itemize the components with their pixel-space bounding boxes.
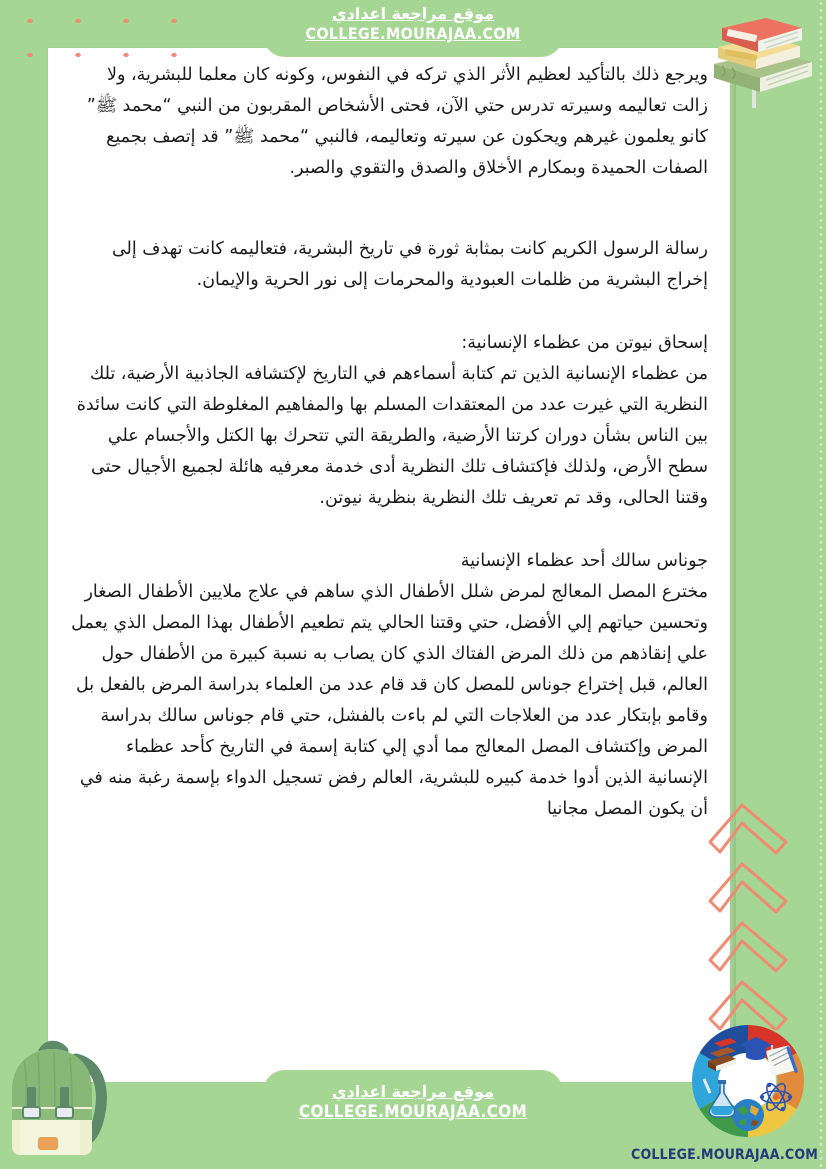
- spacer: [70, 296, 708, 328]
- footer-brand-arabic: موقع مراجعة اعدادي: [331, 1082, 495, 1101]
- paragraph-1: ويرجع ذلك بالتأكيد لعظيم الأثر الذي تركه في النفوس، وكونه كان معلما للبشرية، ولا زالت تعاليمه وسيرته تدرس حتي الآن، فحتى الأشخاص المقربون من النبي “محمد ﷺ” كانو يعلمون غيرهم ويحكون عن سيرته وتعاليمه، فالنبي “محمد ﷺ” قد إتصف بجميع الصفات الحميدة وبمكارم الأخلاق والصدق والتقوي والصبر.: [86, 65, 708, 178]
- article-content: [48, 60, 730, 1065]
- spacer: [70, 514, 708, 546]
- header-brand-url[interactable]: COLLEGE.MOURAJAA.COM: [305, 24, 521, 43]
- backpack-icon: [2, 1029, 130, 1161]
- paragraph-2: رسالة الرسول الكريم كانت بمثابة ثورة في تاريخ البشرية، فتعاليمه كانت تهدف إلى إخراج البشرية من ظلمات العبودية والمحرمات إلى نور الحرية والإيمان.: [111, 239, 708, 290]
- footer-brand-band: [263, 1070, 563, 1134]
- newton-heading: إسحاق نيوتن من عظماء الإنسانية:: [461, 333, 708, 353]
- corner-watermark-url: COLLEGE.MOURAJAA.COM: [631, 1147, 818, 1163]
- paragraph-3: من عظماء الإنسانية الذين تم كتابة أسماءهم في التاريخ لإكتشافه الجاذبية الأرضية، تلك النظرية التي غيرت عدد من المعتقدات المسلم بها والمفاهيم المغلوطة التي كانت سائدة بين الناس بشأن دوران كرتنا الأرضية، والطريقة التي تتحرك بها الكتل والأجسام علي سطح الأرض، ولذلك فإكتشاف تلك النظرية أدى خدمة معرفيه هائلة لجميع الأجيال حتى وقتنا الحالى، وقد تم تعريف تلك النظرية بنظرية نيوتن.: [76, 364, 708, 508]
- footer-brand-url[interactable]: COLLEGE.MOURAJAA.COM: [298, 1102, 528, 1122]
- salk-heading: جوناس سالك أحد عظماء الإنسانية: [460, 551, 708, 571]
- chevron-up-icon: [706, 795, 826, 1030]
- header-brand-band: [263, 0, 563, 57]
- book-stack-icon: [700, 4, 820, 109]
- paragraph-4: مخترع المصل المعالج لمرض شلل الأطفال الذي ساهم في علاج ملايين الأطفال الصغار وتحسين حياتهم إلي الأفضل، حتي وقتنا الحالي يتم تطعيم الأطفال بهذا المصل الذي يعمل علي إنقاذهم من ذلك المرض الفتاك الذي كان يصاب به نسبة كبيرة من الأطفال حول العالم، قبل إختراع جوناس للمصل كان قد قام عدد من العلماء بدراسة المرض بالفعل بل وقامو بإبتكار عدد من العلاجات التي لم باءت بالفشل، حتي قام جوناس سالك بدراسة المرض وإكتشاف المصل المعالج مما أدي إلي كتابة إسمة في التاريخ كأحد عظماء الإنسانية الذين أدوا خدمة كبيره للبشرية، العالم رفض تسجيل الدواء بإسمة رغبة منه في أن يكون المصل مجانيا: [71, 582, 708, 819]
- education-wheel-icon: [688, 1021, 808, 1141]
- header-brand-arabic: موقع مراجعة اعدادي: [331, 4, 495, 23]
- spacer: [70, 184, 708, 234]
